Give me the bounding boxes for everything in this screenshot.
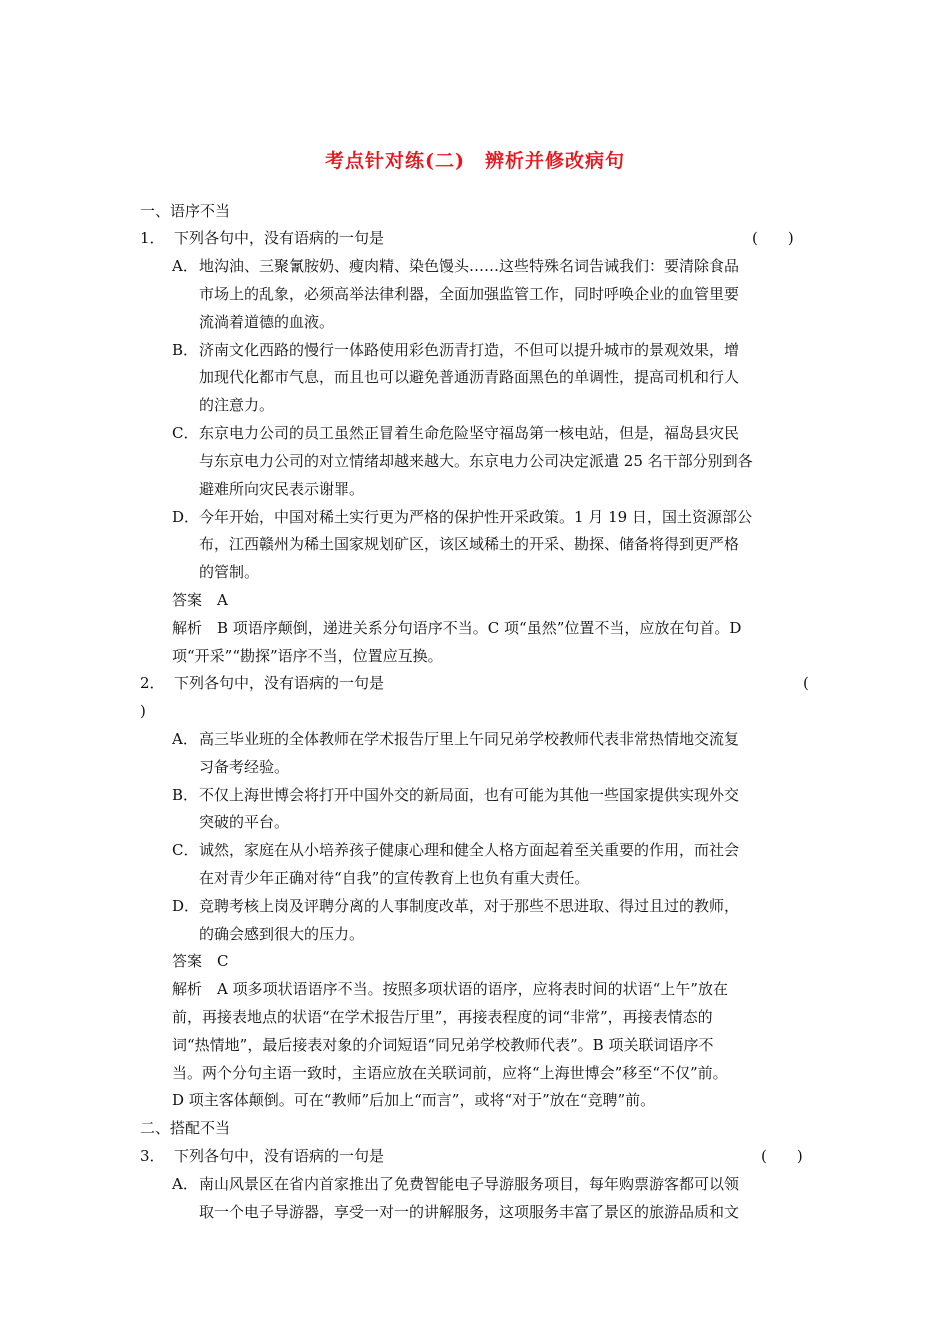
option-text: 竞聘考核上岗及评聘分离的人事制度改革，对于那些不思进取、得过且过的教师， (199, 897, 740, 915)
answer-blank: ( ) (752, 229, 794, 247)
option-b-line-3: 的注意力。 (199, 396, 275, 414)
answer-blank-close: ) (140, 702, 146, 720)
explanation-line-5: D 项主客体颠倒。可在“教师”后加上“而言”，或将“对于”放在“竞聘”前。 (172, 1091, 656, 1109)
answer: 答案 C (172, 952, 229, 970)
question-number: 2． (140, 674, 165, 692)
question-number: 1． (140, 229, 165, 247)
option-label: A． (172, 257, 198, 275)
option-label: D． (172, 508, 200, 526)
option-c-line-2: 在对青少年正确对待“自我”的宣传教育上也负有重大责任。 (199, 869, 590, 887)
explanation-line-3: 词“热情地”，最后接表对象的介词短语“同兄弟学校教师代表”。B 项关联词语序不 (172, 1036, 714, 1054)
option-text: 东京电力公司的员工虽然正冒着生命危险坚守福岛第一核电站，但是，福岛县灾民 (199, 424, 740, 442)
option-c-line-2: 与东京电力公司的对立情绪却越来越大。东京电力公司决定派遣 25 名干部分别到各 (199, 452, 753, 470)
option-text: 地沟油、三聚氰胺奶、瘦肉精、染色馒头……这些特殊名词告诫我们：要清除食品 (199, 257, 740, 275)
question-text: 下列各句中，没有语病的一句是 (174, 229, 385, 247)
answer: 答案 A (172, 591, 228, 609)
page-title: 考点针对练(二) 辨析并修改病句 (325, 150, 625, 172)
option-text: 今年开始，中国对稀土实行更为严格的保护性开采政策。1 月 19 日，国土资源部公 (199, 508, 752, 526)
option-a (172, 729, 739, 749)
option-c (172, 840, 739, 860)
option-label: B． (172, 786, 199, 804)
option-label: B． (172, 341, 199, 359)
option-a-line-2: 市场上的乱象，必须高举法律利器，全面加强监管工作，同时呼唤企业的血管里要 (199, 285, 740, 303)
option-d-line-2: 布，江西赣州为稀土国家规划矿区，该区域稀土的开采、勘探、储备将得到更严格 (199, 535, 740, 553)
option-text: 南山风景区在省内首家推出了免费智能电子导游服务项目，每年购票游客都可以领 (199, 1175, 740, 1193)
option-b-line-2: 突破的平台。 (199, 813, 290, 831)
question-2-stem (140, 673, 384, 693)
answer-blank: ( ) (761, 1147, 803, 1165)
option-text: 高三毕业班的全体教师在学术报告厅里上午同兄弟学校教师代表非常热情地交流复 (199, 730, 740, 748)
option-a-line-3: 流淌着道德的血液。 (199, 313, 335, 331)
option-b (172, 340, 739, 360)
option-label: A． (172, 730, 198, 748)
option-text: 不仅上海世博会将打开中国外交的新局面，也有可能为其他一些国家提供实现外交 (199, 786, 740, 804)
option-a-line-2: 取一个电子导游器，享受一对一的讲解服务，这项服务丰富了景区的旅游品质和文 (199, 1203, 740, 1221)
option-label: A． (172, 1175, 198, 1193)
question-1-stem (140, 228, 384, 248)
explanation-line-2: 项“开采”“勘探”语序不当，位置应互换。 (172, 647, 443, 665)
option-a (172, 1174, 739, 1194)
option-d (172, 507, 752, 527)
option-d-line-3: 的管制。 (199, 563, 260, 581)
option-a (172, 256, 739, 276)
option-label: D． (172, 897, 200, 915)
option-b-line-2: 加现代化都市气息，而且也可以避免普通沥青路面黑色的单调性，提高司机和行人 (199, 368, 740, 386)
explanation-line-1: 解析 B 项语序颠倒，递进关系分句语序不当。C 项“虽然”位置不当，应放在句首。D (172, 619, 742, 637)
explanation-line-2: 前，再接表地点的状语“在学术报告厅里”，再接表程度的词“非常”，再接表情态的 (172, 1008, 713, 1026)
question-text: 下列各句中，没有语病的一句是 (174, 1147, 385, 1165)
option-label: C． (172, 424, 199, 442)
option-b (172, 785, 739, 805)
question-number: 3． (140, 1147, 165, 1165)
section-heading: 一、语序不当 (140, 202, 231, 220)
question-text: 下列各句中，没有语病的一句是 (174, 674, 385, 692)
answer-blank-open: ( (803, 674, 809, 692)
question-3-stem (140, 1146, 384, 1166)
explanation-line-1: 解析 A 项多项状语语序不当。按照多项状语的语序，应将表时间的状语“上午”放在 (172, 980, 728, 998)
explanation-line-4: 当。两个分句主语一致时，主语应放在关联词前，应将“上海世博会”移至“不仅”前。 (172, 1064, 728, 1082)
option-text: 诚然，家庭在从小培养孩子健康心理和健全人格方面起着至关重要的作用，而社会 (199, 841, 740, 859)
option-d-line-2: 的确会感到很大的压力。 (199, 925, 365, 943)
option-text: 济南文化西路的慢行一体路使用彩色沥青打造，不但可以提升城市的景观效果，增 (199, 341, 740, 359)
section-heading: 二、搭配不当 (140, 1119, 231, 1137)
option-label: C． (172, 841, 199, 859)
option-d (172, 896, 739, 916)
option-a-line-2: 习备考经验。 (199, 758, 290, 776)
option-c-line-3: 避难所向灾民表示谢罪。 (199, 480, 365, 498)
option-c (172, 423, 739, 443)
